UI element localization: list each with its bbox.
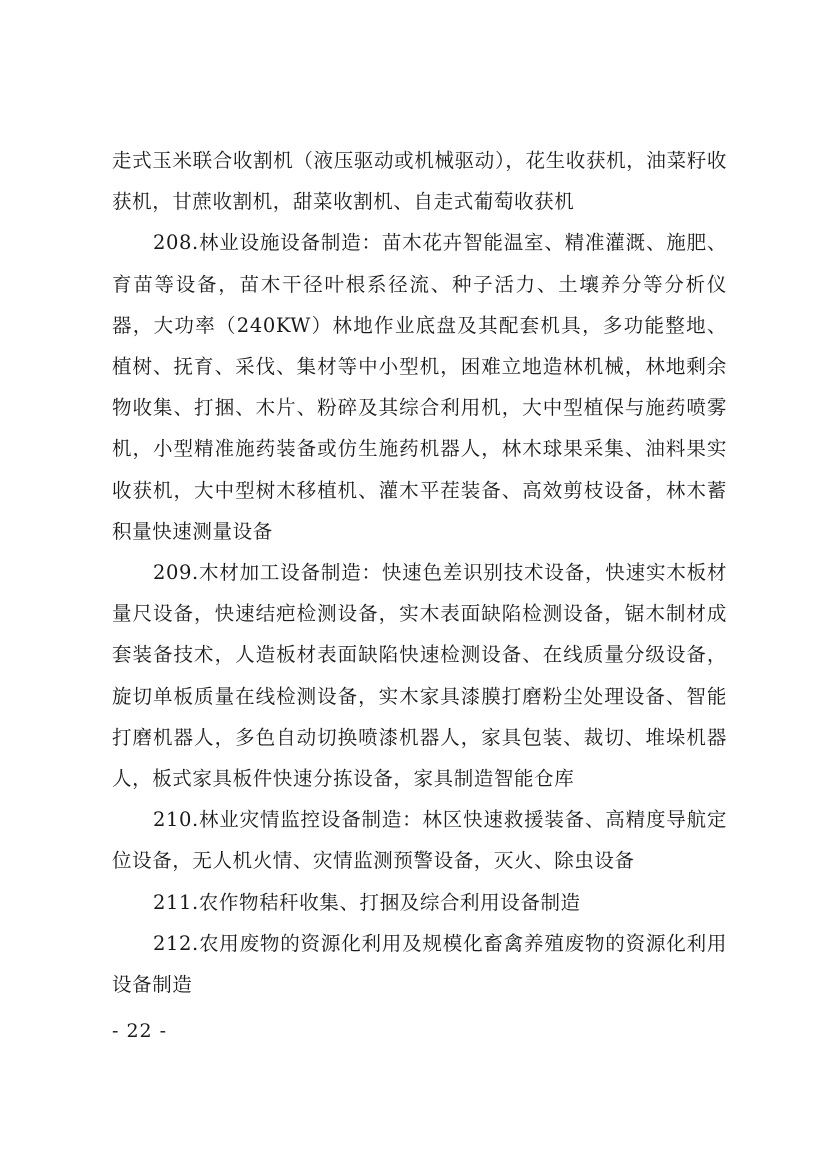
paragraph-continuation: 走式玉米联合收割机（液压驱动或机械驱动），花生收获机，油菜籽收获机，甘蔗收割机，甜菜收割机、自走式葡萄收获机: [112, 149, 727, 214]
document-body: [112, 140, 727, 1005]
paragraph-item-212: 212.农用废物的资源化利用及规模化畜禽养殖废物的资源化利用设备制造: [112, 931, 727, 997]
paragraph-item-208: 208.林业设施设备制造：苗木花卉智能温室、精准灌溉、施肥、育苗等设备，苗木干径叶根系径流、种子活力、土壤养分等分析仪器，大功率（240KW）林地作业底盘及其配套机具，多功能整地、植树、抚育、采伐、集材等中小型机，困难立地造林机械，林地剩余物收集、打捆、木片、粉碎及其综合利用机，大中型植保与施药喷雾机，小型精准施药装备或仿生施药机器人，林木球果采集、油料果实收获机，大中型树木移植机、灌木平茬装备、高效剪枝设备，林木蓄积量快速测量设备: [112, 231, 727, 543]
paragraph-item-209: 209.木材加工设备制造：快速色差识别技术设备，快速实木板材量尺设备，快速结疤检测设备，实木表面缺陷检测设备，锯木制材成套装备技术，人造板材表面缺陷快速检测设备、在线质量分级设备，旋切单板质量在线检测设备，实木家具漆膜打磨粉尘处理设备、智能打磨机器人，多色自动切换喷漆机器人，家具包装、裁切、堆垛机器人，板式家具板件快速分拣设备，家具制造智能仓库: [112, 561, 727, 791]
page-number: - 22 -: [112, 1020, 168, 1042]
paragraph-item-211: 211.农作物秸秆收集、打捆及综合利用设备制造: [152, 890, 581, 914]
paragraph-item-210: 210.林业灾情监控设备制造：林区快速救援装备、高精度导航定位设备，无人机火情、灾情监测预警设备，灭火、除虫设备: [112, 808, 727, 873]
